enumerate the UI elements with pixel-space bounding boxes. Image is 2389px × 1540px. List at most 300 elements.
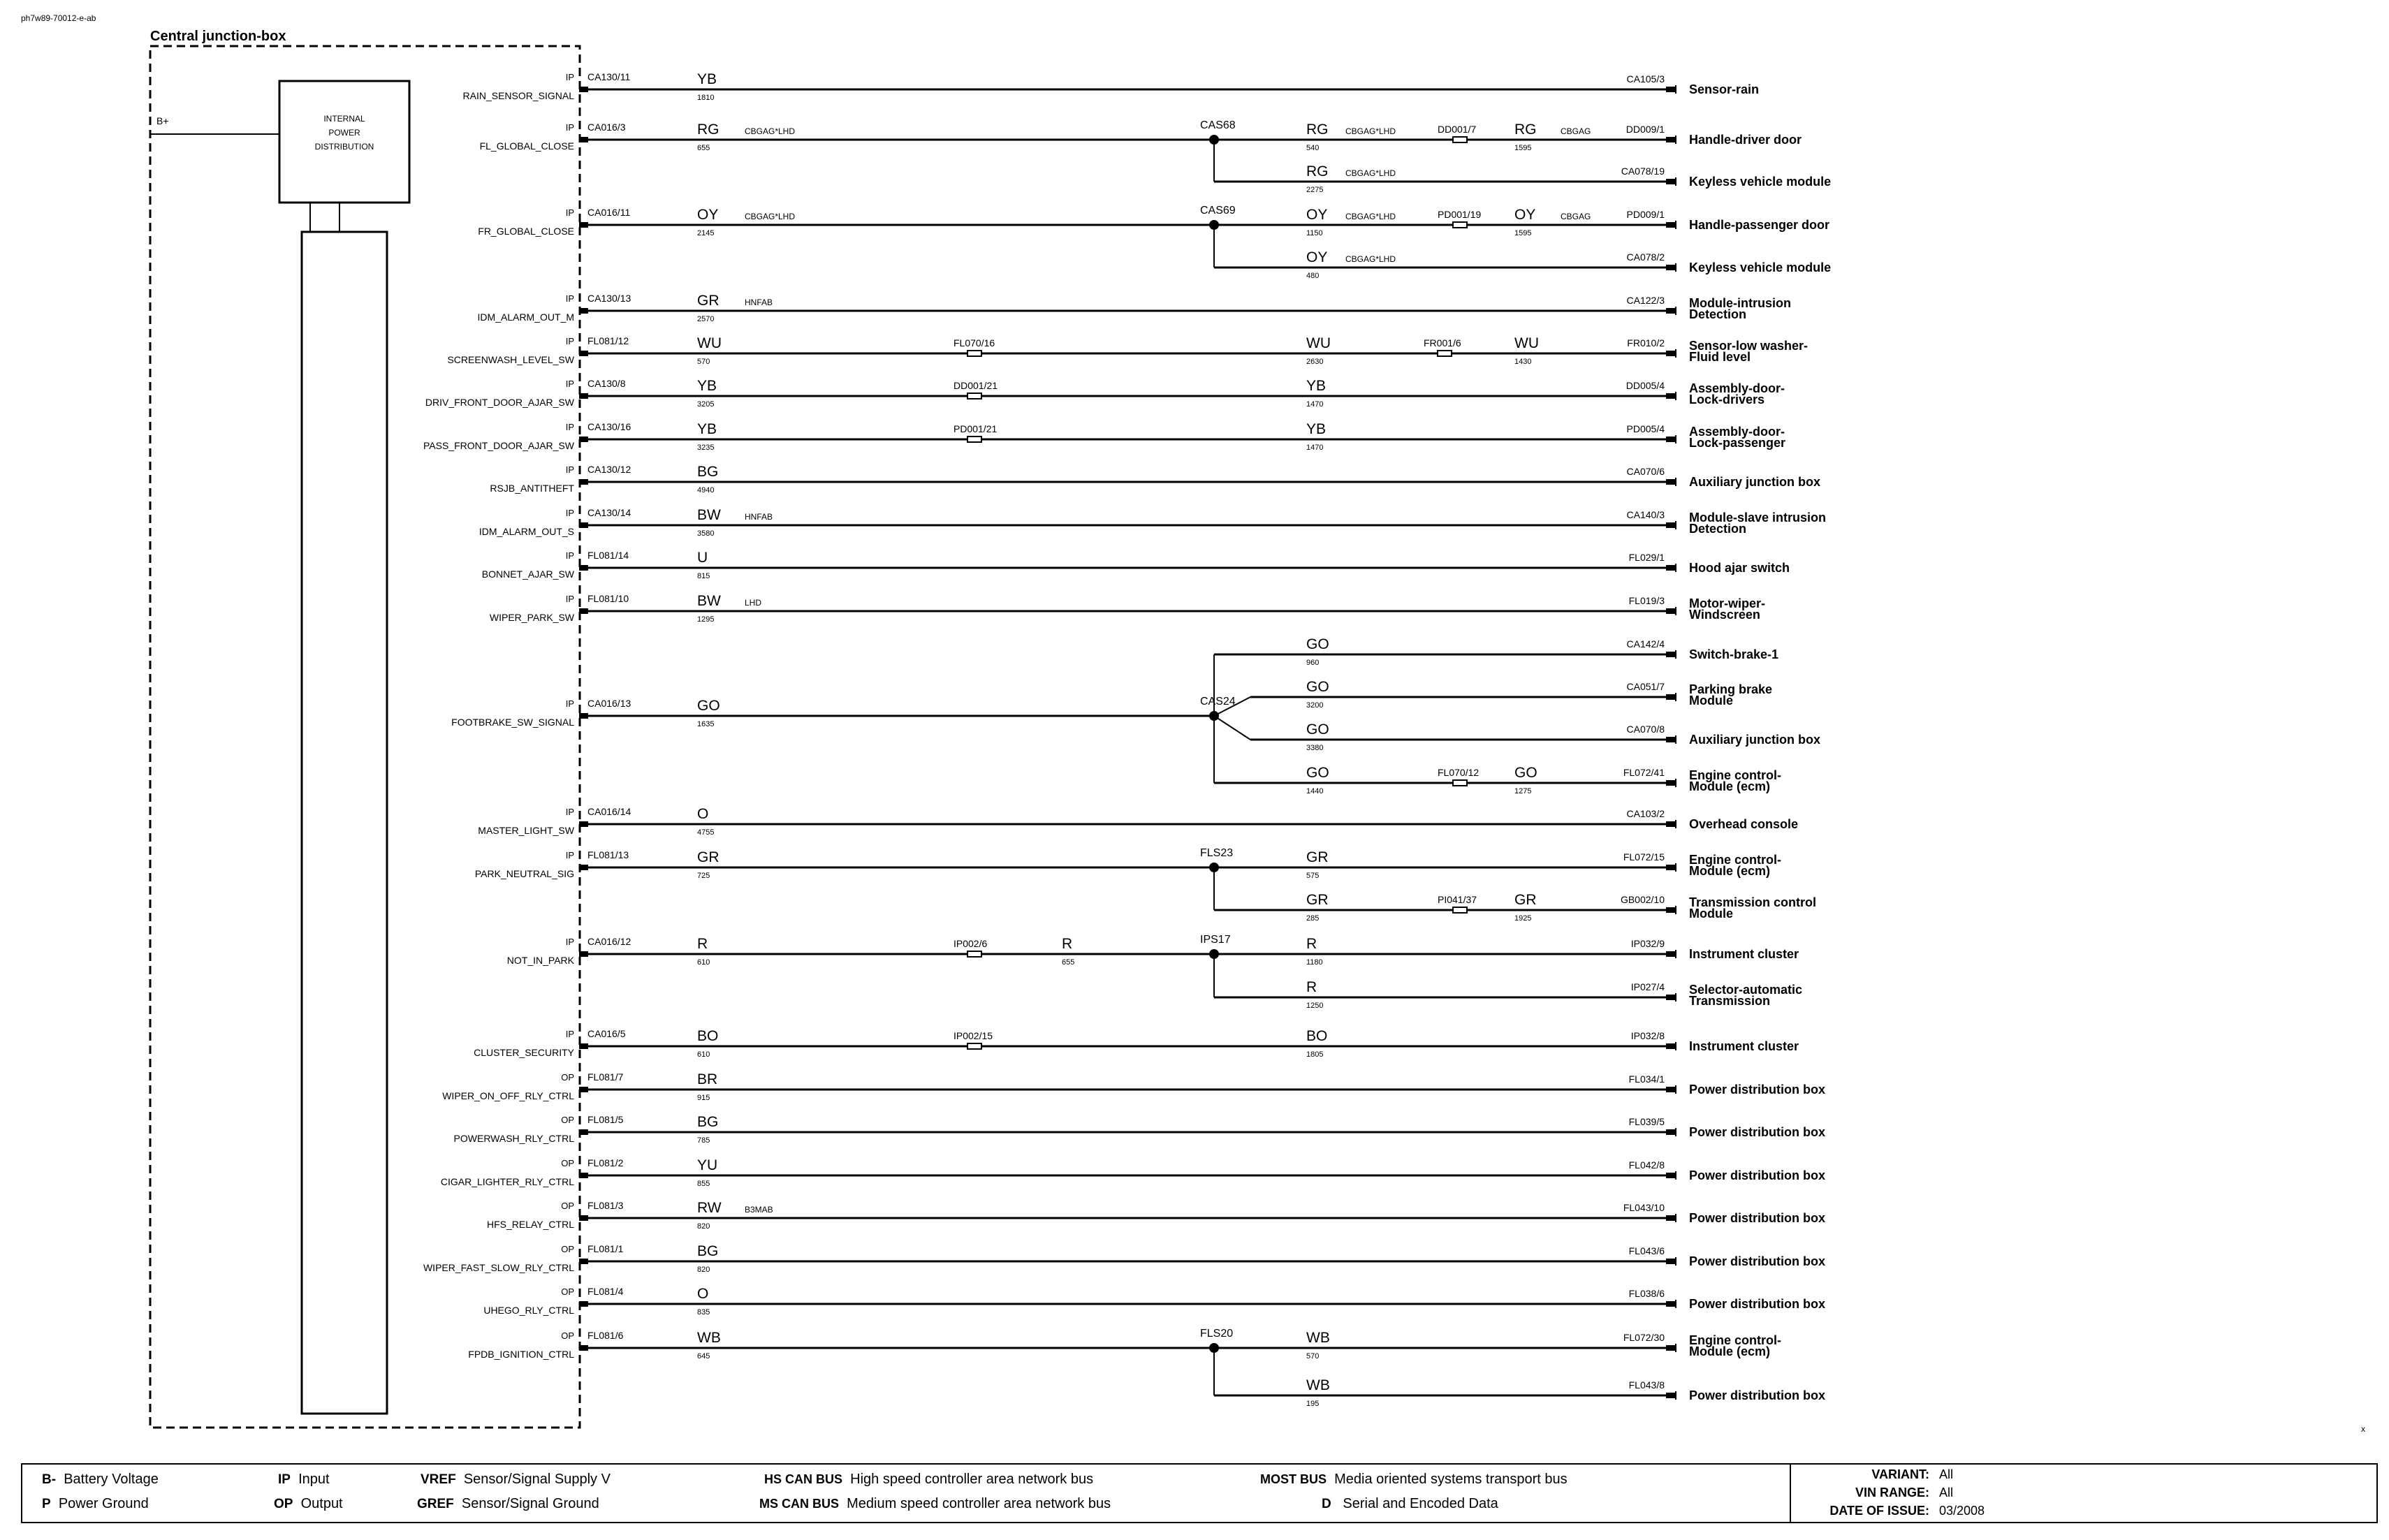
source-pin: FL081/10 (587, 593, 629, 604)
destination-name: Handle-driver door (1689, 133, 1802, 147)
io-label: OP (561, 1072, 574, 1083)
legend-p: P Power Ground (42, 1496, 149, 1511)
io-label: OP (561, 1330, 574, 1341)
wire-number: 1925 (1514, 914, 1532, 923)
central-junction-box-title: Central junction-box (150, 29, 286, 44)
wire-color: BW (697, 507, 721, 523)
source-connector (579, 479, 588, 485)
destination-connector (1666, 437, 1676, 442)
wire-number: 2630 (1306, 358, 1324, 366)
io-label: IP (565, 379, 574, 389)
wire-number: 4755 (697, 828, 715, 837)
inline-connector (1453, 222, 1467, 228)
source-pin: FL081/3 (587, 1200, 624, 1211)
signal-label: PASS_FRONT_DOOR_AJAR_SW (423, 440, 574, 451)
destination-name: Transmission control (1689, 895, 1817, 909)
signal-label: CLUSTER_SECURITY (474, 1047, 574, 1058)
destination-pin: GB002/10 (1620, 894, 1665, 905)
destination-name: Assembly-door- (1689, 381, 1785, 395)
io-label: IP (565, 807, 574, 817)
wire-color: GO (1306, 721, 1329, 738)
source-pin: FL081/1 (587, 1243, 624, 1254)
wire-color: RW (697, 1200, 722, 1216)
wire-number: 835 (697, 1308, 710, 1317)
destination-name: Assembly-door- (1689, 425, 1785, 439)
wire-tag: HNFAB (745, 512, 773, 522)
io-label: OP (561, 1244, 574, 1254)
wire-color: GO (697, 698, 720, 714)
wire-tag: CBGAG*LHD (745, 126, 796, 136)
internal-box-line-3: DISTRIBUTION (314, 142, 374, 152)
destination-connector (1666, 522, 1676, 528)
circuits-layer (423, 71, 1831, 1408)
destination-name: Switch-brake-1 (1689, 647, 1779, 661)
destination-connector (1666, 1129, 1676, 1135)
destination-name: Auxiliary junction box (1689, 733, 1821, 747)
destination-pin: FL034/1 (1628, 1073, 1665, 1085)
io-label: IP (565, 550, 574, 561)
destination-connector (1666, 1087, 1676, 1092)
source-connector (579, 1259, 588, 1264)
source-connector (579, 351, 588, 356)
destination-connector (1666, 1215, 1676, 1221)
source-connector (579, 951, 588, 957)
source-pin: CA130/11 (587, 71, 631, 82)
internal-box-line-2: POWER (328, 128, 360, 138)
wire-number: 1810 (697, 94, 715, 102)
wire-color: WB (697, 1330, 721, 1346)
io-label: IP (565, 336, 574, 346)
signal-label: SCREENWASH_LEVEL_SW (447, 354, 574, 365)
destination-pin: PD009/1 (1626, 209, 1665, 220)
wire-tag: CBGAG (1561, 212, 1591, 221)
destination-name: Instrument cluster (1689, 1039, 1799, 1053)
wire-tag: CBGAG*LHD (1345, 254, 1396, 264)
destination-pin: CA140/3 (1626, 509, 1665, 520)
wire-number: 610 (697, 958, 710, 967)
legend-b-minus: B- Battery Voltage (42, 1472, 159, 1487)
signal-label: PARK_NEUTRAL_SIG (474, 868, 574, 879)
wire-color: OY (697, 207, 719, 223)
source-pin: FL081/12 (587, 335, 629, 346)
wire-tag: CBGAG (1561, 126, 1591, 136)
destination-name-line-2: Module (1689, 694, 1733, 707)
destination-pin: PD005/4 (1626, 423, 1665, 434)
destination-name-line-2: Module (ecm) (1689, 779, 1771, 793)
destination-name: Engine control- (1689, 768, 1781, 782)
destination-pin: FR010/2 (1627, 337, 1665, 349)
source-connector (579, 1173, 588, 1178)
legend-ip: IP Input (278, 1472, 330, 1487)
destination-connector (1666, 780, 1676, 786)
wire-color: RG (1514, 122, 1537, 138)
wire-color: BG (697, 1243, 719, 1259)
source-pin: CA130/13 (587, 293, 631, 304)
wire-color: BW (697, 593, 721, 609)
signal-label: WIPER_FAST_SLOW_RLY_CTRL (423, 1262, 574, 1273)
wire-number: 1635 (697, 720, 715, 728)
source-connector (579, 821, 588, 827)
wire-number: 1805 (1306, 1050, 1324, 1059)
destination-pin: IP032/9 (1630, 938, 1665, 949)
wire-tag: LHD (745, 598, 762, 608)
wire-number: 1440 (1306, 787, 1324, 795)
wire-number: 610 (697, 1050, 710, 1059)
destination-name: Power distribution box (1689, 1297, 1826, 1311)
wire-color: RG (1306, 163, 1329, 179)
destination-pin: CA078/19 (1621, 166, 1665, 177)
wire-number: 645 (697, 1352, 710, 1361)
wire-color: GO (1306, 679, 1329, 695)
source-pin: CA016/12 (587, 936, 631, 947)
destination-connector (1666, 821, 1676, 827)
io-label: IP (565, 850, 574, 860)
wire-color: WB (1306, 1330, 1330, 1346)
wire-color: YB (697, 71, 717, 87)
wire-number: 3235 (697, 443, 715, 452)
legend-hs-can: HS CAN BUS High speed controller area network bus (764, 1472, 1094, 1487)
destination-name: Module-slave intrusion (1689, 511, 1827, 525)
io-label: IP (565, 207, 574, 218)
wire-color: YB (697, 378, 717, 394)
wire-number: 1275 (1514, 787, 1532, 795)
wire-number: 540 (1306, 144, 1320, 152)
wire-color: O (697, 1286, 709, 1302)
wire-number: 1295 (697, 615, 715, 624)
io-label: OP (561, 1158, 574, 1168)
wire-number: 195 (1306, 1400, 1320, 1408)
destination-connector (1666, 737, 1676, 742)
wire-number: 655 (697, 144, 710, 152)
inline-connector (1453, 137, 1467, 142)
wire-color: YB (697, 421, 717, 437)
destination-pin: FL039/5 (1628, 1116, 1665, 1127)
inline-connector-label: DD001/21 (954, 380, 998, 391)
wire-color: BR (697, 1071, 718, 1087)
io-label: IP (565, 594, 574, 604)
destination-name-line-2: Lock-passenger (1689, 436, 1786, 450)
wire-tag: B3MAB (745, 1205, 773, 1215)
wire-number: 3205 (697, 400, 715, 409)
wire-tag: CBGAG*LHD (1345, 212, 1396, 221)
source-connector (579, 1301, 588, 1307)
destination-name-line-2: Fluid level (1689, 350, 1751, 364)
destination-connector (1666, 1301, 1676, 1307)
source-connector (579, 608, 588, 614)
destination-pin: FL043/6 (1628, 1245, 1665, 1256)
wire-number: 725 (697, 872, 710, 880)
source-pin: CA130/14 (587, 507, 631, 518)
inline-connector-label: DD001/7 (1438, 124, 1477, 135)
destination-connector (1666, 1393, 1676, 1398)
destination-pin: CA070/6 (1626, 466, 1665, 477)
source-pin: CA016/11 (587, 207, 631, 218)
source-connector (579, 437, 588, 442)
inline-connector-label: FL070/12 (1438, 767, 1480, 778)
source-pin: CA016/13 (587, 698, 631, 709)
destination-connector (1666, 137, 1676, 142)
wire-color: WB (1306, 1377, 1330, 1393)
destination-name: Power distribution box (1689, 1168, 1826, 1182)
wire-color: OY (1514, 207, 1536, 223)
wire-color: WU (1514, 335, 1539, 351)
wire-color: YB (1306, 378, 1327, 394)
signal-label: FL_GLOBAL_CLOSE (479, 140, 574, 152)
destination-connector (1666, 565, 1676, 571)
wire-color: GR (1306, 892, 1329, 908)
signal-label: FOOTBRAKE_SW_SIGNAL (451, 717, 574, 728)
destination-connector (1666, 608, 1676, 614)
destination-pin: CA142/4 (1626, 638, 1665, 650)
wire-number: 1470 (1306, 443, 1324, 452)
destination-name: Selector-automatic (1689, 983, 1803, 997)
signal-label: UHEGO_RLY_CTRL (483, 1305, 574, 1316)
branch-diagonal (1214, 716, 1250, 740)
source-connector (579, 1087, 588, 1092)
destination-name-line-2: Module (1689, 907, 1733, 921)
wire-color: BG (697, 464, 719, 480)
destination-name-line-2: Detection (1689, 307, 1747, 321)
variant-value: All (1939, 1467, 1954, 1481)
vin-range-value: All (1939, 1486, 1954, 1499)
source-connector (579, 1129, 588, 1135)
source-connector (579, 308, 588, 314)
destination-name: Auxiliary junction box (1689, 475, 1821, 489)
wire-number: 820 (697, 1266, 710, 1274)
inline-connector (967, 1043, 981, 1049)
signal-label: NOT_IN_PARK (506, 955, 574, 966)
wire-color: BG (697, 1114, 719, 1130)
destination-name: Instrument cluster (1689, 947, 1799, 961)
source-connector (579, 865, 588, 870)
source-connector (579, 1345, 588, 1351)
destination-connector (1666, 308, 1676, 314)
io-label: OP (561, 1201, 574, 1211)
source-pin: CA016/3 (587, 122, 626, 133)
splice-label: FLS20 (1200, 1328, 1234, 1340)
inline-connector (967, 393, 981, 399)
source-pin: CA130/16 (587, 421, 631, 432)
legend-gref: GREF Sensor/Signal Ground (417, 1496, 599, 1511)
io-label: IP (565, 698, 574, 709)
source-connector (579, 522, 588, 528)
wire-color: O (697, 806, 709, 822)
destination-connector (1666, 1173, 1676, 1178)
destination-name: Power distribution box (1689, 1254, 1826, 1268)
source-pin: CA130/12 (587, 464, 631, 475)
wire-number: 570 (1306, 1352, 1320, 1361)
destination-connector (1666, 479, 1676, 485)
wire-number: 960 (1306, 659, 1320, 667)
destination-connector (1666, 907, 1676, 913)
wire-color: BO (1306, 1028, 1328, 1044)
signal-label: IDM_ALARM_OUT_M (477, 311, 574, 323)
destination-name: Engine control- (1689, 1333, 1781, 1347)
internal-box-line-1: INTERNAL (323, 114, 365, 124)
vin-range-label: VIN RANGE: (1855, 1486, 1929, 1499)
splice-label: CAS24 (1200, 696, 1236, 707)
destination-pin: DD009/1 (1625, 124, 1665, 135)
inline-connector (1438, 351, 1452, 356)
wire-color: GO (1306, 636, 1329, 652)
wire-number: 1430 (1514, 358, 1532, 366)
signal-label: FPDB_IGNITION_CTRL (468, 1349, 574, 1360)
inline-connector (967, 351, 981, 356)
wire-number: 1250 (1306, 1002, 1324, 1010)
destination-name: Power distribution box (1689, 1083, 1826, 1097)
legend-most-bus: MOST BUS Media oriented systems transport bus (1260, 1472, 1568, 1487)
io-label: IP (565, 422, 574, 432)
signal-label: IDM_ALARM_OUT_S (478, 526, 574, 537)
wire-number: 655 (1062, 958, 1075, 967)
destination-name: Overhead console (1689, 817, 1799, 831)
wire-number: 2570 (697, 315, 715, 323)
wire-number: 575 (1306, 872, 1320, 880)
legend-d: D Serial and Encoded Data (1322, 1496, 1498, 1511)
signal-label: RAIN_SENSOR_SIGNAL (462, 90, 574, 101)
destination-pin: IP032/8 (1630, 1030, 1665, 1041)
io-label: IP (565, 293, 574, 304)
destination-name: Sensor-rain (1689, 82, 1760, 96)
wire-number: 2275 (1306, 186, 1324, 194)
wire-color: BO (697, 1028, 719, 1044)
io-label: OP (561, 1115, 574, 1125)
signal-label: DRIV_FRONT_DOOR_AJAR_SW (425, 397, 574, 408)
destination-name-line-2: Module (ecm) (1689, 1344, 1771, 1358)
destination-name: Power distribution box (1689, 1388, 1826, 1402)
variant-label: VARIANT: (1871, 1467, 1929, 1481)
signal-label: WIPER_ON_OFF_RLY_CTRL (442, 1090, 574, 1101)
source-connector (579, 1215, 588, 1221)
destination-connector (1666, 865, 1676, 870)
wire-tag: CBGAG*LHD (745, 212, 796, 221)
wire-color: R (1062, 936, 1073, 952)
destination-connector (1666, 951, 1676, 957)
inline-connector-label: PD001/19 (1438, 209, 1482, 220)
signal-label: MASTER_LIGHT_SW (478, 825, 574, 836)
wire-tag: HNFAB (745, 298, 773, 307)
wire-color: YU (697, 1157, 718, 1173)
destination-connector (1666, 652, 1676, 657)
bplus-label: B+ (156, 115, 169, 126)
inline-connector (1453, 907, 1467, 913)
destination-connector (1666, 1345, 1676, 1351)
wire-color: GR (697, 293, 719, 309)
wire-number: 285 (1306, 914, 1320, 923)
wire-tag: CBGAG*LHD (1345, 126, 1396, 136)
destination-pin: CA105/3 (1626, 73, 1665, 85)
legend-ms-can: MS CAN BUS Medium speed controller area network bus (759, 1496, 1111, 1511)
io-label: IP (565, 508, 574, 518)
wire-number: 4940 (697, 486, 715, 494)
destination-pin: FL042/8 (1628, 1159, 1665, 1171)
wire-color: R (1306, 979, 1317, 995)
destination-name: Sensor-low washer- (1689, 339, 1809, 353)
destination-connector (1666, 351, 1676, 356)
inline-connector-label: PD001/21 (954, 423, 998, 434)
wire-color: OY (1306, 249, 1328, 265)
destination-connector (1666, 1043, 1676, 1049)
destination-pin: FL043/8 (1628, 1379, 1665, 1391)
destination-name-line-2: Transmission (1689, 994, 1771, 1008)
splice-label: IPS17 (1200, 934, 1231, 946)
wire-number: 815 (697, 572, 710, 580)
destination-pin: FL043/10 (1623, 1202, 1665, 1213)
splice-label: FLS23 (1200, 847, 1234, 859)
destination-name: Parking brake (1689, 682, 1773, 696)
inline-connector (967, 437, 981, 442)
source-pin: CA016/14 (587, 806, 631, 817)
destination-name: Hood ajar switch (1689, 561, 1790, 575)
splice-label: CAS68 (1200, 119, 1236, 131)
source-pin: CA016/5 (587, 1028, 626, 1039)
destination-connector (1666, 265, 1676, 270)
signal-label: POWERWASH_RLY_CTRL (453, 1133, 574, 1144)
signal-label: RSJB_ANTITHEFT (490, 483, 574, 494)
inline-connector (1453, 780, 1467, 786)
destination-name: Engine control- (1689, 853, 1781, 867)
destination-pin: DD005/4 (1625, 380, 1665, 391)
wire-color: RG (697, 122, 719, 138)
destination-connector (1666, 694, 1676, 700)
wire-number: 855 (697, 1180, 710, 1188)
destination-pin: FL072/15 (1623, 851, 1665, 863)
destination-name-line-2: Lock-drivers (1689, 393, 1765, 406)
destination-connector (1666, 222, 1676, 228)
destination-pin: FL019/3 (1628, 595, 1665, 606)
io-label: IP (565, 464, 574, 475)
legend-panel (21, 1463, 2378, 1523)
wire-color: WU (697, 335, 722, 351)
wire-color: GR (1514, 892, 1537, 908)
destination-connector (1666, 995, 1676, 1000)
wire-color: RG (1306, 122, 1329, 138)
source-pin: FL081/14 (587, 550, 629, 561)
io-label: OP (561, 1286, 574, 1297)
wire-number: 3380 (1306, 744, 1324, 752)
wire-color: GR (1306, 849, 1329, 865)
wire-number: 820 (697, 1222, 710, 1231)
wire-color: YB (1306, 421, 1327, 437)
destination-name: Handle-passenger door (1689, 218, 1830, 232)
destination-name-line-2: Windscreen (1689, 608, 1760, 622)
destination-pin: CA070/8 (1626, 724, 1665, 735)
source-pin: FL081/7 (587, 1071, 624, 1083)
source-connector (579, 87, 588, 92)
destination-connector (1666, 1259, 1676, 1264)
splice-label: CAS69 (1200, 205, 1236, 217)
signal-label: BONNET_AJAR_SW (481, 569, 574, 580)
source-pin: FL081/6 (587, 1330, 624, 1341)
source-connector (579, 565, 588, 571)
date-of-issue-label: DATE OF ISSUE: (1829, 1504, 1929, 1518)
source-pin: FL081/4 (587, 1286, 624, 1297)
legend-vref: VREF Sensor/Signal Supply V (421, 1472, 611, 1487)
corner-mark: x (2361, 1424, 2365, 1434)
wire-number: 3200 (1306, 701, 1324, 710)
source-pin: FL081/5 (587, 1114, 624, 1125)
destination-pin: CA078/2 (1626, 251, 1665, 263)
wire-tag: CBGAG*LHD (1345, 168, 1396, 178)
destination-pin: CA103/2 (1626, 808, 1665, 819)
io-label: IP (565, 122, 574, 133)
source-connector (579, 1043, 588, 1049)
signal-label: HFS_RELAY_CTRL (486, 1219, 574, 1230)
signal-label: WIPER_PARK_SW (489, 612, 574, 623)
wire-number: 2145 (697, 229, 715, 237)
signal-label: CIGAR_LIGHTER_RLY_CTRL (440, 1176, 574, 1187)
inline-connector (967, 951, 981, 957)
